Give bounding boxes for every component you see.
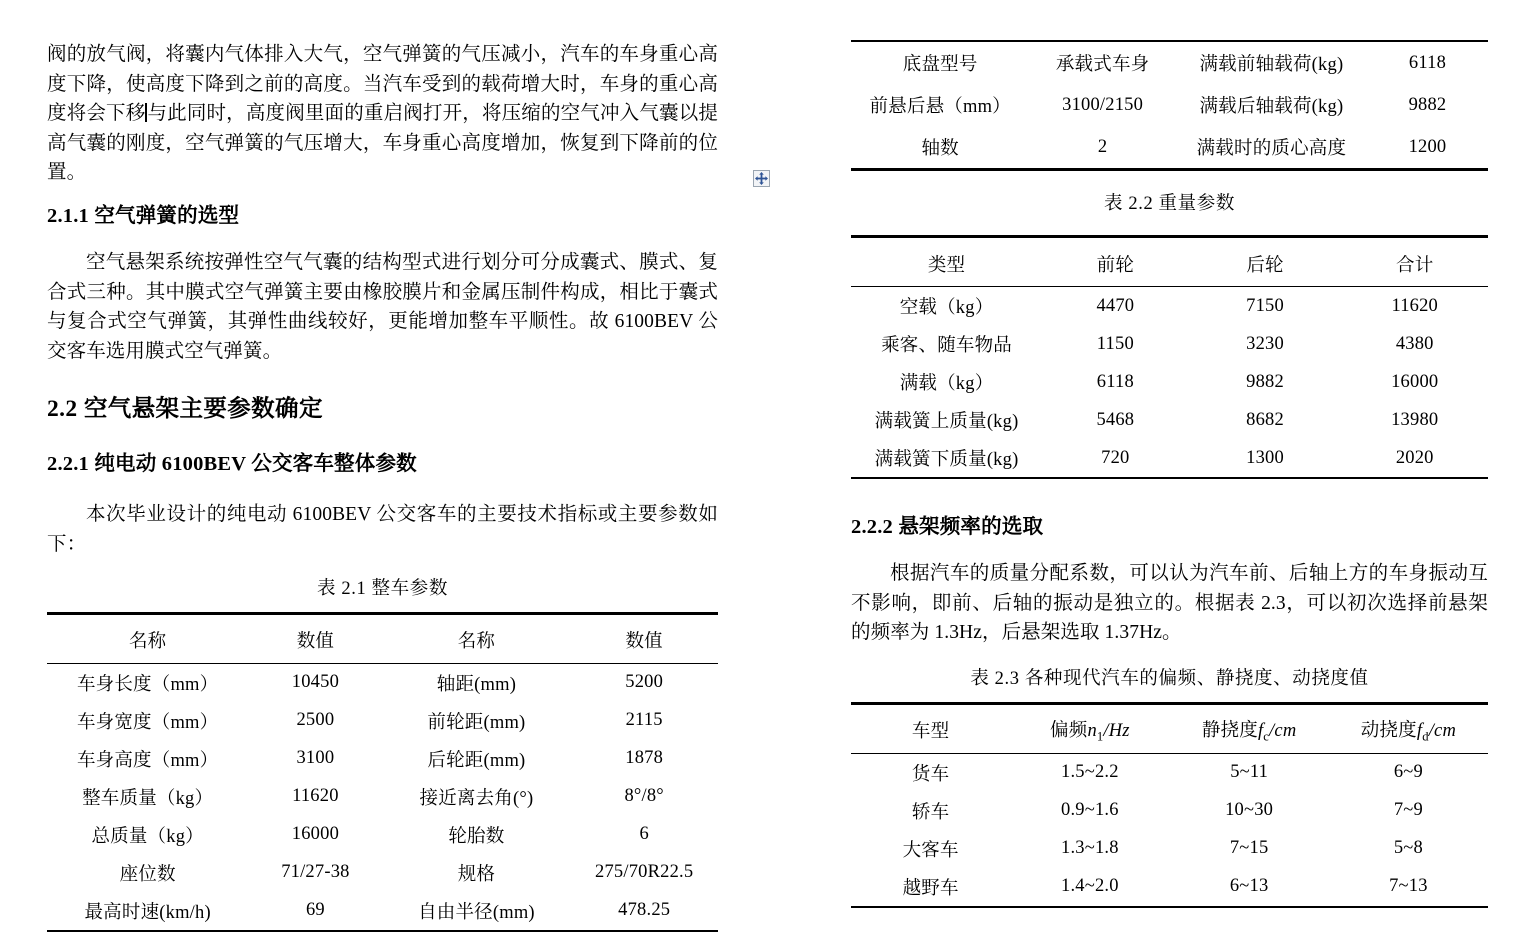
spacer [47, 366, 718, 394]
table-weight-parameters[interactable] [851, 235, 1488, 479]
header-label: 偏频 [1050, 720, 1088, 741]
column-header-total: 合计 [1341, 237, 1488, 287]
table-row [851, 792, 1488, 830]
cell: 1200 [1367, 126, 1488, 170]
cell: 后轮距(mm) [427, 750, 526, 771]
table-row [851, 41, 1488, 84]
right-column [766, 0, 1533, 922]
cell: 4380 [1395, 333, 1434, 354]
cell: 6~9 [1393, 762, 1423, 783]
cell: 2 [1029, 126, 1176, 170]
table-vehicle-frequency-deflection[interactable] [851, 702, 1488, 908]
cell: 总质量（kg） [91, 826, 204, 847]
cell: 10~30 [1225, 800, 1274, 821]
table-row [851, 868, 1488, 907]
cell: 2500 [296, 710, 335, 731]
paragraph-text-part-b: 与此同时，高度阀里面的重启阀打开，将压缩的空气冲入气囊以提高气囊的刚度，空气弹簧的气压增大，车身重心高度增加，恢复到下降前的位置。 [47, 103, 718, 184]
column-header-value-1: 数值 [248, 613, 382, 663]
cell: 1.5~2.2 [1061, 762, 1119, 783]
cell: 座位数 [119, 864, 176, 885]
table-vehicle-parameters[interactable] [47, 612, 718, 932]
cell: 0.9~1.6 [1061, 800, 1119, 821]
cell: 2115 [625, 710, 663, 731]
symbol-unit: /cm [1269, 720, 1297, 741]
table-row [851, 363, 1488, 401]
column-header-dynamic-deflection [1329, 703, 1488, 753]
cell: 7~13 [1329, 868, 1488, 907]
paragraph-main-parameters-intro[interactable]: 本次毕业设计的纯电动 6100BEV 公交客车的主要技术指标或主要参数如下： [47, 504, 718, 555]
cell: 71/27-38 [281, 862, 350, 883]
cell: 车身长度（mm） [76, 674, 219, 695]
table-row [851, 126, 1488, 170]
table-caption-2-2: 表 2.2 重量参数 [1104, 194, 1235, 214]
cell: 11620 [292, 786, 339, 807]
cell: 3100 [296, 748, 335, 769]
paragraph-suspension-frequency[interactable]: 根据汽车的质量分配系数，可以认为汽车前、后轴上方的车身振动互不影响，即前、后轴的振动是独立的。根据表 2.3，可以初次选择前悬架的频率为 1.3Hz，后悬架选取 1.37Hz。 [851, 563, 1488, 644]
column-header-name-2: 名称 [382, 613, 570, 663]
table-header-row [47, 613, 718, 663]
spacer [851, 171, 1488, 191]
spacer [851, 541, 1488, 559]
cell: 16000 [1391, 371, 1439, 392]
header-label: 动挠度 [1360, 720, 1417, 741]
spacer [47, 424, 718, 450]
paragraph-air-spring-types[interactable]: 空气悬架系统按弹性空气气囊的结构型式进行划分可分成囊式、膜式、复合式三种。其中膜式空气弹簧主要由橡胶膜片和金属压制件构成，相比于囊式与复合式空气弹簧，其弹性曲线较好，更能增加整车平顺性。故 6100BEV 公交客车选用膜式空气弹簧。 [47, 251, 718, 362]
column-header-natural-frequency [1010, 703, 1169, 753]
table-header-row [851, 703, 1488, 753]
cell: 5~8 [1393, 838, 1423, 859]
cell: 轮胎数 [448, 826, 505, 847]
cell: 4470 [1096, 295, 1135, 316]
table-move-handle-icon[interactable] [753, 170, 770, 187]
cell: 前轮距(mm) [427, 712, 526, 733]
cell: 720 [1042, 439, 1189, 478]
table-caption-2-1: 表 2.1 整车参数 [317, 578, 448, 599]
cell: 13980 [1391, 409, 1439, 430]
cell: 大客车 [902, 840, 959, 861]
column-header-vehicle-type: 车型 [851, 703, 1010, 753]
spacer [47, 478, 718, 500]
cell: 满载时的质心高度 [1176, 126, 1367, 170]
cell: 最高时速(km/h) [47, 892, 248, 931]
table-header-row [851, 237, 1488, 287]
cell: 轿车 [911, 802, 950, 823]
spacer [851, 479, 1488, 513]
symbol-base: f [1416, 720, 1423, 741]
table-row [851, 439, 1488, 478]
cell: 1300 [1189, 439, 1342, 478]
cell: 满载（kg） [899, 374, 994, 394]
table-row [851, 830, 1488, 868]
cell: 底盘型号 [851, 41, 1029, 84]
cell: 6 [639, 824, 649, 845]
paragraph-air-spring-valve[interactable] [47, 40, 718, 188]
cell: 7~15 [1229, 838, 1269, 859]
column-header-rear-wheel: 后轮 [1189, 237, 1342, 287]
header-label: 静挠度 [1201, 720, 1258, 741]
cell: 空载（kg） [899, 298, 994, 318]
spacer [47, 560, 718, 576]
cell: 1878 [625, 748, 664, 769]
heading-2-2-2[interactable]: 2.2.2 悬架频率的选取 [851, 516, 1044, 538]
symbol-unit: /Hz [1103, 720, 1130, 741]
cell: 16000 [291, 824, 340, 845]
cell: 6~13 [1170, 868, 1329, 907]
cell: 整车质量（kg） [82, 788, 214, 809]
cell: 1150 [1096, 333, 1134, 354]
cell: 9882 [1408, 94, 1447, 115]
cell: 自由半径(mm) [382, 892, 570, 931]
cell: 6118 [1096, 371, 1134, 392]
table-row [47, 816, 718, 854]
table-row [47, 778, 718, 816]
cell: 乘客、随车物品 [881, 336, 1012, 356]
cell: 货车 [911, 764, 950, 785]
cell: 8°/8° [624, 786, 664, 807]
header-symbol [1416, 720, 1456, 744]
cell: 275/70R22.5 [595, 862, 694, 883]
symbol-unit: /cm [1428, 720, 1456, 741]
symbol-base: n [1087, 720, 1097, 741]
cell: 7150 [1246, 295, 1284, 316]
cell: 车身高度（mm） [76, 750, 219, 771]
cell: 11620 [1391, 295, 1439, 316]
spacer [47, 230, 718, 248]
cell: 满载簧下质量(kg) [851, 439, 1042, 478]
table-caption-2-3: 表 2.3 各种现代汽车的偏频、静挠度、动挠度值 [970, 668, 1369, 689]
table-row [47, 854, 718, 892]
cell: 7~9 [1393, 800, 1423, 821]
spacer [47, 188, 718, 202]
spacer [851, 648, 1488, 666]
cell: 9882 [1246, 371, 1284, 392]
cell: 满载簧上质量(kg) [874, 412, 1019, 432]
header-symbol [1087, 720, 1130, 744]
symbol-subscript: d [1422, 729, 1429, 744]
column-header-type: 类型 [851, 237, 1042, 287]
cell: 接近离去角(°) [419, 788, 534, 809]
column-header-front-wheel: 前轮 [1042, 237, 1189, 287]
cell: 3100/2150 [1062, 94, 1144, 115]
spacer [47, 602, 718, 612]
cell: 478.25 [570, 892, 718, 931]
spacer [851, 217, 1488, 235]
table-row [851, 325, 1488, 363]
paragraph-text-part-a: 阀的放气阀，将囊内气体排入大气，空气弹簧的气压减小，汽车的车身重心高度下降，使高度下降到之前的高度。当汽车受到的载荷增大时，车身的重心高度将会下移 [47, 44, 718, 125]
cell: 1.4~2.0 [1010, 868, 1169, 907]
cell: 10450 [291, 672, 340, 693]
table-row [47, 663, 718, 702]
heading-2-2-1[interactable]: 2.2.1 纯电动 6100BEV 公交客车整体参数 [47, 453, 417, 476]
cell: 前悬后悬（mm） [869, 97, 1011, 117]
heading-2-2[interactable]: 2.2 空气悬架主要参数确定 [47, 396, 323, 423]
header-symbol [1257, 720, 1297, 744]
cell: 承载式车身 [1029, 41, 1176, 84]
symbol-subscript: c [1263, 729, 1270, 744]
cell: 满载后轴载荷(kg) [1199, 97, 1344, 117]
table-row [851, 401, 1488, 439]
cell: 满载前轴载荷(kg) [1176, 41, 1367, 84]
symbol-base: f [1257, 720, 1264, 741]
table-row [47, 892, 718, 931]
column-header-value-2: 数值 [570, 613, 718, 663]
cell: 越野车 [851, 868, 1010, 907]
table-row [851, 753, 1488, 792]
table-row [851, 287, 1488, 326]
cell: 3230 [1246, 333, 1284, 354]
cell: 轴数 [851, 126, 1029, 170]
heading-2-1-1[interactable]: 2.1.1 空气弹簧的选型 [47, 204, 240, 227]
cell: 5200 [625, 672, 664, 693]
cell: 规格 [457, 864, 496, 885]
cell: 车身宽度（mm） [76, 712, 219, 733]
left-column [0, 0, 766, 922]
cell: 6118 [1367, 41, 1488, 84]
column-header-static-deflection [1170, 703, 1329, 753]
column-header-name-1: 名称 [47, 613, 248, 663]
table-row [47, 740, 718, 778]
spacer [851, 692, 1488, 702]
cell: 5~11 [1230, 762, 1269, 783]
symbol-subscript: 1 [1096, 729, 1104, 744]
cell: 1.3~1.8 [1061, 838, 1119, 859]
cell: 8682 [1246, 409, 1284, 430]
table-row [47, 702, 718, 740]
table-vehicle-parameters-continued[interactable] [851, 40, 1488, 171]
cell: 69 [248, 892, 382, 931]
cell: 轴距(mm) [436, 674, 517, 695]
cell: 5468 [1096, 409, 1135, 430]
cell: 2020 [1341, 439, 1488, 478]
table-row [851, 84, 1488, 126]
